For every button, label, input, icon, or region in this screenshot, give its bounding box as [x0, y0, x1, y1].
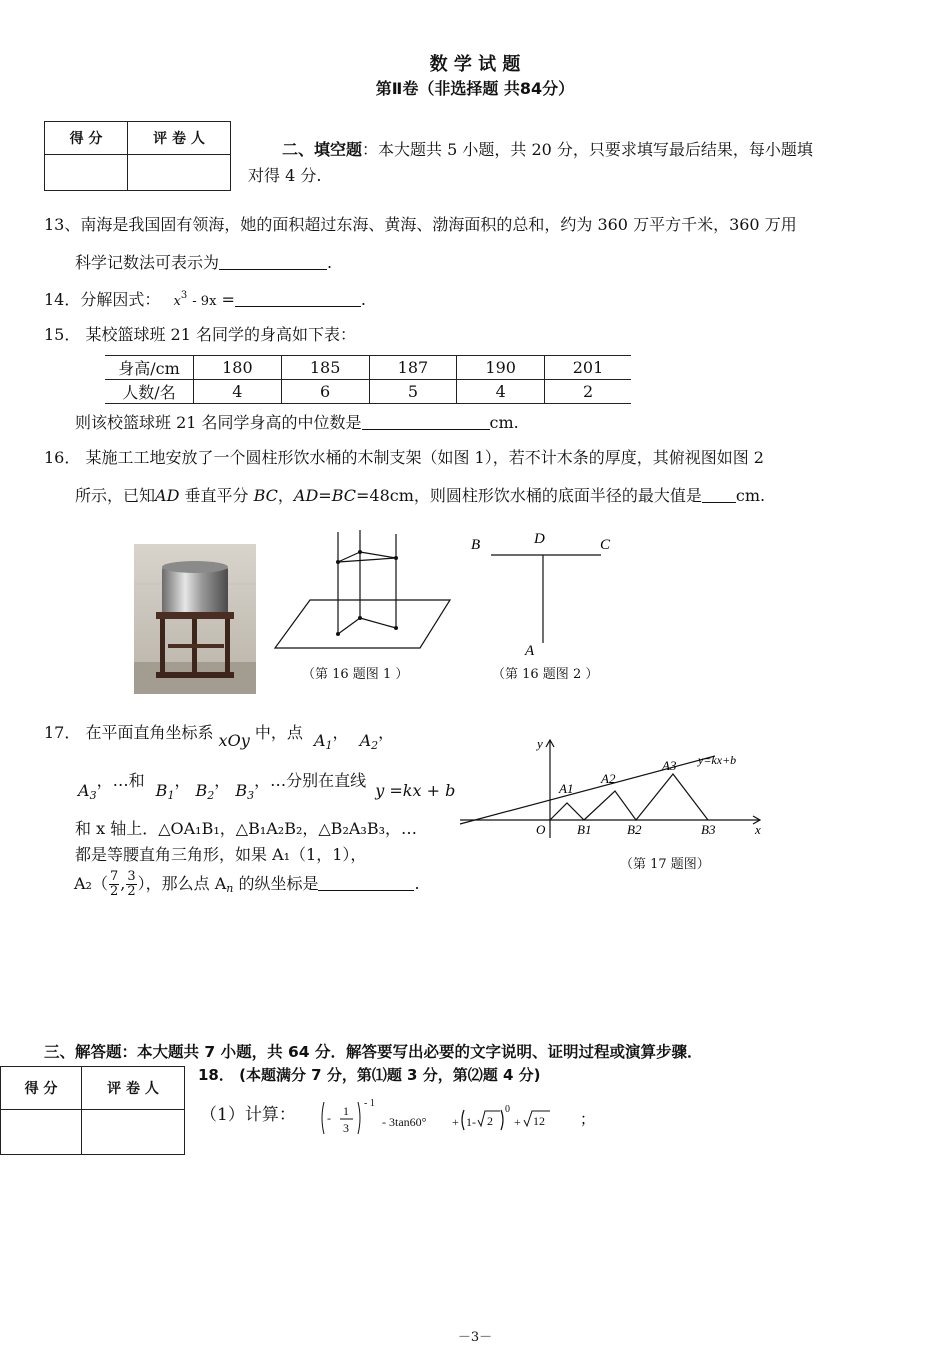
q17-text-b: 中，点 [254, 723, 303, 742]
section2-heading [282, 137, 922, 160]
graph-o-label: O [536, 822, 546, 837]
q14-expr-a: x [173, 294, 181, 309]
q18-part1 [200, 1100, 296, 1125]
q13-line2 [75, 250, 332, 273]
q14-exp: 3 [180, 290, 188, 301]
q17-end: . [414, 874, 420, 893]
q17-text-mid: ，…和 [96, 771, 145, 790]
q17-caption: （第 17 题图） [620, 857, 710, 872]
q13-answer-blank[interactable] [219, 253, 327, 270]
q18-title: 18． (本题满分 7 分，第⑴题 3 分，第⑵题 4 分) [198, 1066, 541, 1084]
q17-text-end: ，…分别在直线 [254, 771, 367, 790]
q17-line2: $A_3$，…和 $B_1$， $B_2$， $B_3$，…分别在直线 y =kx + b [78, 771, 456, 802]
svg-text:- 3tan60°: - 3tan60° [382, 1115, 427, 1129]
frac-den: 2 [109, 884, 119, 899]
q16-ad: AD [155, 486, 180, 505]
page-title: 数 学 试 题 [429, 54, 521, 75]
q17-a1: $A_1$ [313, 731, 333, 752]
q17-frac-2 [126, 870, 136, 899]
q15-text: 则该校篮球班 21 名同学身高的中位数是 [75, 413, 362, 432]
q17-line1: 17． 在平面直角坐标系 xOy 中，点 $A_1$， $A_2$， [44, 723, 395, 752]
graph-a2: A2 [601, 771, 616, 786]
q16-line1: 16． 某施工工地安放了一个圆柱形饮水桶的木制支架（如图 1），若不计木条的厚度，其俯视图如图 2 [44, 448, 764, 467]
table-cell: 6 [281, 380, 369, 404]
score-label: 得 分 [45, 122, 128, 155]
q17-xoy: xOy [218, 731, 250, 750]
section3-title: 三、解答题：本大题共 7 小题，共 64 分．解答要写出必要的文字说明、证明过程或演算步骤． [44, 1043, 703, 1061]
q17-text-c: 的纵坐标是 [233, 874, 319, 893]
table-row [105, 356, 631, 380]
svg-text:1: 1 [343, 1104, 349, 1118]
graph-b3: B3 [701, 822, 716, 837]
score-cell[interactable] [1, 1110, 82, 1155]
table-cell: 180 [194, 356, 282, 380]
table-row [105, 380, 631, 404]
svg-text:2: 2 [487, 1114, 493, 1128]
fig2-label-d: D [534, 531, 545, 547]
q17-frac-1 [109, 870, 119, 899]
fig16-1-caption: （第 16 题图 1 ） [302, 667, 409, 682]
q14-expr-b: - 9x [192, 294, 217, 309]
frac-num: 7 [109, 869, 119, 884]
q15-unit: cm. [489, 413, 519, 432]
table-cell: 身高/cm [105, 356, 194, 380]
table-cell: 4 [194, 380, 282, 404]
q16-text-e: cm. [735, 486, 766, 505]
height-table [105, 355, 631, 404]
q17-n: n [226, 882, 234, 895]
q14 [44, 287, 366, 310]
score-label: 得 分 [1, 1067, 82, 1110]
q17-b1: $B_1$ [155, 781, 175, 802]
q13-text: 科学记数法可表示为 [75, 253, 220, 272]
q14-eq: = [221, 290, 235, 309]
table-cell: 2 [545, 380, 631, 404]
table-cell: 201 [545, 356, 631, 380]
frac-den: 2 [127, 884, 136, 899]
q16-bc2: BC [331, 486, 356, 505]
table-cell: 185 [281, 356, 369, 380]
graph-line-label: y=kx+b [698, 753, 737, 767]
score-box-2 [0, 1066, 185, 1155]
q16-text-b: 垂直平分 [179, 486, 254, 505]
q13-line1: 13、南海是我国固有领海，她的面积超过东海、黄海、渤海面积的总和，约为 360 万平方千米，360 万用 [44, 215, 797, 234]
page-number: －3－ [457, 1330, 493, 1345]
graph-a3: A3 [662, 758, 677, 773]
grader-label: 评 卷 人 [82, 1067, 185, 1110]
svg-text:3: 3 [343, 1121, 349, 1135]
q18-expression [318, 1094, 598, 1144]
table-cell: 190 [457, 356, 545, 380]
q16-text-c: ， [277, 486, 294, 505]
q15-answer-blank[interactable] [362, 413, 490, 430]
section2-desc2: 对得 4 分. [248, 166, 322, 185]
fig16-2-caption: （第 16 题图 2 ） [492, 667, 599, 682]
table-cell: 5 [369, 380, 457, 404]
q16-bc: BC [253, 486, 278, 505]
q17-line5: A₂（ $\frac{7}{2}$ , $\frac{3}{2}$ ），那么点 $A_n$ 的纵坐标是 . [74, 869, 420, 899]
q15-after [75, 410, 519, 433]
frac-num: 3 [127, 869, 136, 884]
q17-graph [455, 732, 775, 842]
q17-answer-blank[interactable] [318, 874, 414, 891]
svg-text:-: - [327, 1111, 331, 1125]
score-box-1 [44, 121, 231, 191]
fig16-2-diagram [465, 528, 625, 660]
grader-cell[interactable] [128, 155, 231, 191]
graph-a1: A1 [559, 781, 574, 796]
q17-text-a: 17． 在平面直角坐标系 [44, 723, 214, 742]
table-cell: 人数/名 [105, 380, 194, 404]
q17-a3: $A_3$ [78, 781, 97, 802]
graph-b1: B1 [577, 822, 592, 837]
grader-cell[interactable] [82, 1110, 185, 1155]
q16-answer-blank[interactable] [702, 486, 736, 503]
q17-b3: $B_3$ [235, 781, 255, 802]
svg-text:0: 0 [505, 1104, 510, 1115]
q14-answer-blank[interactable] [235, 290, 361, 307]
q16-line2 [75, 483, 765, 506]
svg-text:12: 12 [533, 1114, 545, 1128]
graph-b2: B2 [627, 822, 642, 837]
q16-text-d: =48cm，则圆柱形饮水桶的底面半径的最大值是 [356, 486, 702, 505]
fig16-1-diagram [270, 522, 460, 662]
fig2-label-a: A [525, 643, 535, 659]
q18-sub1-label: （1）计算： [200, 1105, 296, 1125]
q17-line-eq: y =kx + b [375, 781, 456, 800]
svg-text:- 1: - 1 [364, 1098, 375, 1109]
graph-y-label: y [537, 736, 543, 751]
q17-b2: $B_2$ [195, 781, 215, 802]
q14-label: 14．分解因式： [44, 290, 161, 309]
q17-text-b2: ），那么点 A [137, 874, 227, 893]
q14-end: . [360, 290, 367, 309]
fig2-label-c: C [600, 537, 611, 553]
grader-label: 评 卷 人 [128, 122, 231, 155]
svg-text:+: + [452, 1115, 459, 1129]
svg-text:+: + [514, 1115, 521, 1129]
table-cell: 4 [457, 380, 545, 404]
q17-line4: 都是等腰直角三角形，如果 A₁（1，1）， [75, 845, 367, 864]
q16-text-a: 所示，已知 [75, 486, 156, 505]
section2-title: 二、填空题 [282, 140, 363, 159]
q17-a2-label: A₂（ [74, 874, 108, 893]
score-cell[interactable] [45, 155, 128, 191]
page-subtitle: 第Ⅱ卷（非选择题 共84分） [375, 79, 575, 98]
water-bucket-photo [134, 544, 256, 694]
svg-text:1-: 1- [466, 1115, 476, 1129]
q17-line3: 和 x 轴上．△OA₁B₁，△B₁A₂B₂，△B₂A₃B₃，… [75, 819, 417, 838]
q17-a2: $A_2$ [359, 731, 379, 752]
q16-ad2: AD [293, 486, 319, 505]
q13-end: . [327, 253, 333, 272]
q18-end: ； [580, 1112, 596, 1128]
table-cell: 187 [369, 356, 457, 380]
fig2-label-b: B [471, 537, 481, 553]
q16-eq: = [318, 486, 332, 505]
section2-desc: ：本大题共 5 小题，共 20 分，只要求填写最后结果，每小题填 [362, 140, 813, 159]
graph-x-label: x [755, 822, 761, 837]
q15-label: 15． 某校篮球班 21 名同学的身高如下表： [44, 325, 356, 344]
